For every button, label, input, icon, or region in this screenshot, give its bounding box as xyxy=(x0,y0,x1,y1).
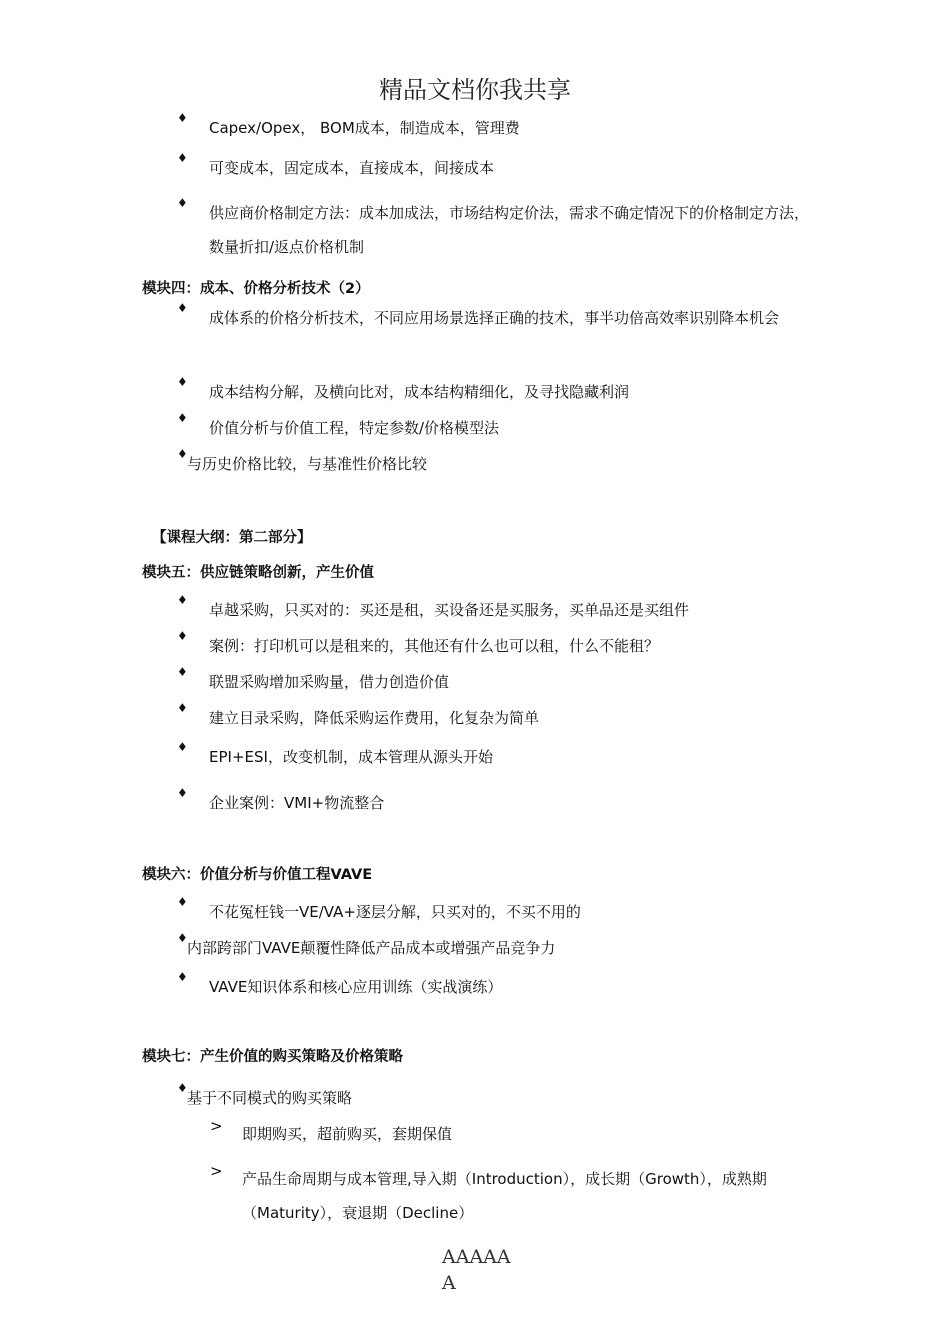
diamond-bullet-icon: ♦ xyxy=(177,196,188,210)
list-item-text: 与历史价格比较，与基准性价格比较 xyxy=(187,455,428,473)
diamond-bullet-icon: ♦ xyxy=(177,111,188,125)
diamond-bullet-icon: ♦ xyxy=(177,740,188,754)
diamond-bullet-icon: ♦ xyxy=(177,593,188,607)
list-item-text: Capex/Opex， BOM成本，制造成本，管理费 xyxy=(209,119,520,137)
list-item-text: 不花冤枉钱一VE/VA+逐层分解，只买对的，不买不用的 xyxy=(209,903,581,921)
list-item-text: 联盟采购增加采购量，借力创造价值 xyxy=(209,673,450,691)
part-2-title: 【课程大纲：第二部分】 xyxy=(152,530,312,546)
list-item xyxy=(177,447,817,481)
list-item xyxy=(177,151,817,185)
list-item-text: 价值分析与价值工程，特定参数/价格模型法 xyxy=(209,419,500,437)
module-7-heading: 模块七：产生价值的购买策略及价格策略 xyxy=(142,1049,403,1065)
list-item-text: 案例：打印机可以是租来的，其他还有什么也可以租，什么不能租？ xyxy=(209,637,660,655)
module-6-heading: 模块六：价值分析与价值工程VAVE xyxy=(142,867,373,883)
footer-line-1: AAAAA xyxy=(442,1246,511,1268)
list-item xyxy=(177,111,817,145)
diamond-bullet-icon: ♦ xyxy=(177,786,188,800)
list-item-text: 企业案例：VMI+物流整合 xyxy=(209,794,385,812)
diamond-bullet-icon: ♦ xyxy=(177,411,188,425)
list-item xyxy=(177,1081,817,1115)
sub-list-item xyxy=(210,1162,810,1230)
list-item xyxy=(177,301,817,335)
list-item-text: 建立目录采购，降低采购运作费用，化复杂为简单 xyxy=(209,709,540,727)
diamond-bullet-icon: ♦ xyxy=(177,970,188,984)
sub-list-item-text: 即期购买，超前购买，套期保值 xyxy=(242,1125,453,1143)
list-item-text: 基于不同模式的购买策略 xyxy=(187,1089,353,1107)
diamond-bullet-icon: ♦ xyxy=(177,375,188,389)
diamond-bullet-icon: ♦ xyxy=(177,301,188,315)
list-item xyxy=(177,970,817,1004)
list-item-text: 内部跨部门VAVE颠覆性降低产品成本或增强产品竞争力 xyxy=(187,939,556,957)
diamond-bullet-icon: ♦ xyxy=(177,629,188,643)
diamond-bullet-icon: ♦ xyxy=(177,931,188,945)
list-item xyxy=(177,629,817,663)
arrow-bullet-icon: > xyxy=(210,1162,223,1180)
page-title: 精品文档你我共享 xyxy=(379,76,571,104)
list-item xyxy=(177,375,817,409)
diamond-bullet-icon: ♦ xyxy=(177,895,188,909)
diamond-bullet-icon: ♦ xyxy=(177,151,188,165)
list-item xyxy=(177,786,817,820)
arrow-bullet-icon: > xyxy=(210,1117,223,1135)
list-item xyxy=(177,411,817,445)
list-item xyxy=(177,593,817,627)
list-item-text: 成体系的价格分析技术，不同应用场景选择正确的技术，事半功倍高效率识别降本机会 xyxy=(209,309,780,327)
list-item xyxy=(177,895,817,929)
sub-list-item-text: 产品生命周期与成本管理,导入期（Introduction），成长期（Growth），成熟期（Maturity），衰退期（Decline） xyxy=(242,1170,767,1222)
list-item xyxy=(177,196,817,264)
diamond-bullet-icon: ♦ xyxy=(177,1081,188,1095)
diamond-bullet-icon: ♦ xyxy=(177,665,188,679)
list-item xyxy=(177,931,817,965)
page-footer xyxy=(442,1244,511,1296)
list-item-text: 成本结构分解，及横向比对，成本结构精细化，及寻找隐藏利润 xyxy=(209,383,630,401)
list-item-text: EPI+ESI，改变机制，成本管理从源头开始 xyxy=(209,748,493,766)
footer-line-2: A xyxy=(442,1272,456,1294)
list-item-text: 供应商价格制定方法：成本加成法，市场结构定价法，需求不确定情况下的价格制定方法，数量折扣/返点价格机制 xyxy=(209,204,810,256)
list-item-text: 卓越采购，只买对的：买还是租，买设备还是买服务，买单品还是买组件 xyxy=(209,601,690,619)
list-item xyxy=(177,665,817,699)
diamond-bullet-icon: ♦ xyxy=(177,447,188,461)
list-item-text: VAVE知识体系和核心应用训练（实战演练） xyxy=(209,978,503,996)
sub-list-item xyxy=(210,1117,810,1151)
diamond-bullet-icon: ♦ xyxy=(177,701,188,715)
list-item xyxy=(177,740,817,774)
module-4-heading: 模块四：成本、价格分析技术（2） xyxy=(142,281,370,297)
module-5-heading: 模块五：供应链策略创新，产生价值 xyxy=(142,565,374,581)
list-item-text: 可变成本，固定成本，直接成本，间接成本 xyxy=(209,159,495,177)
list-item xyxy=(177,701,817,735)
